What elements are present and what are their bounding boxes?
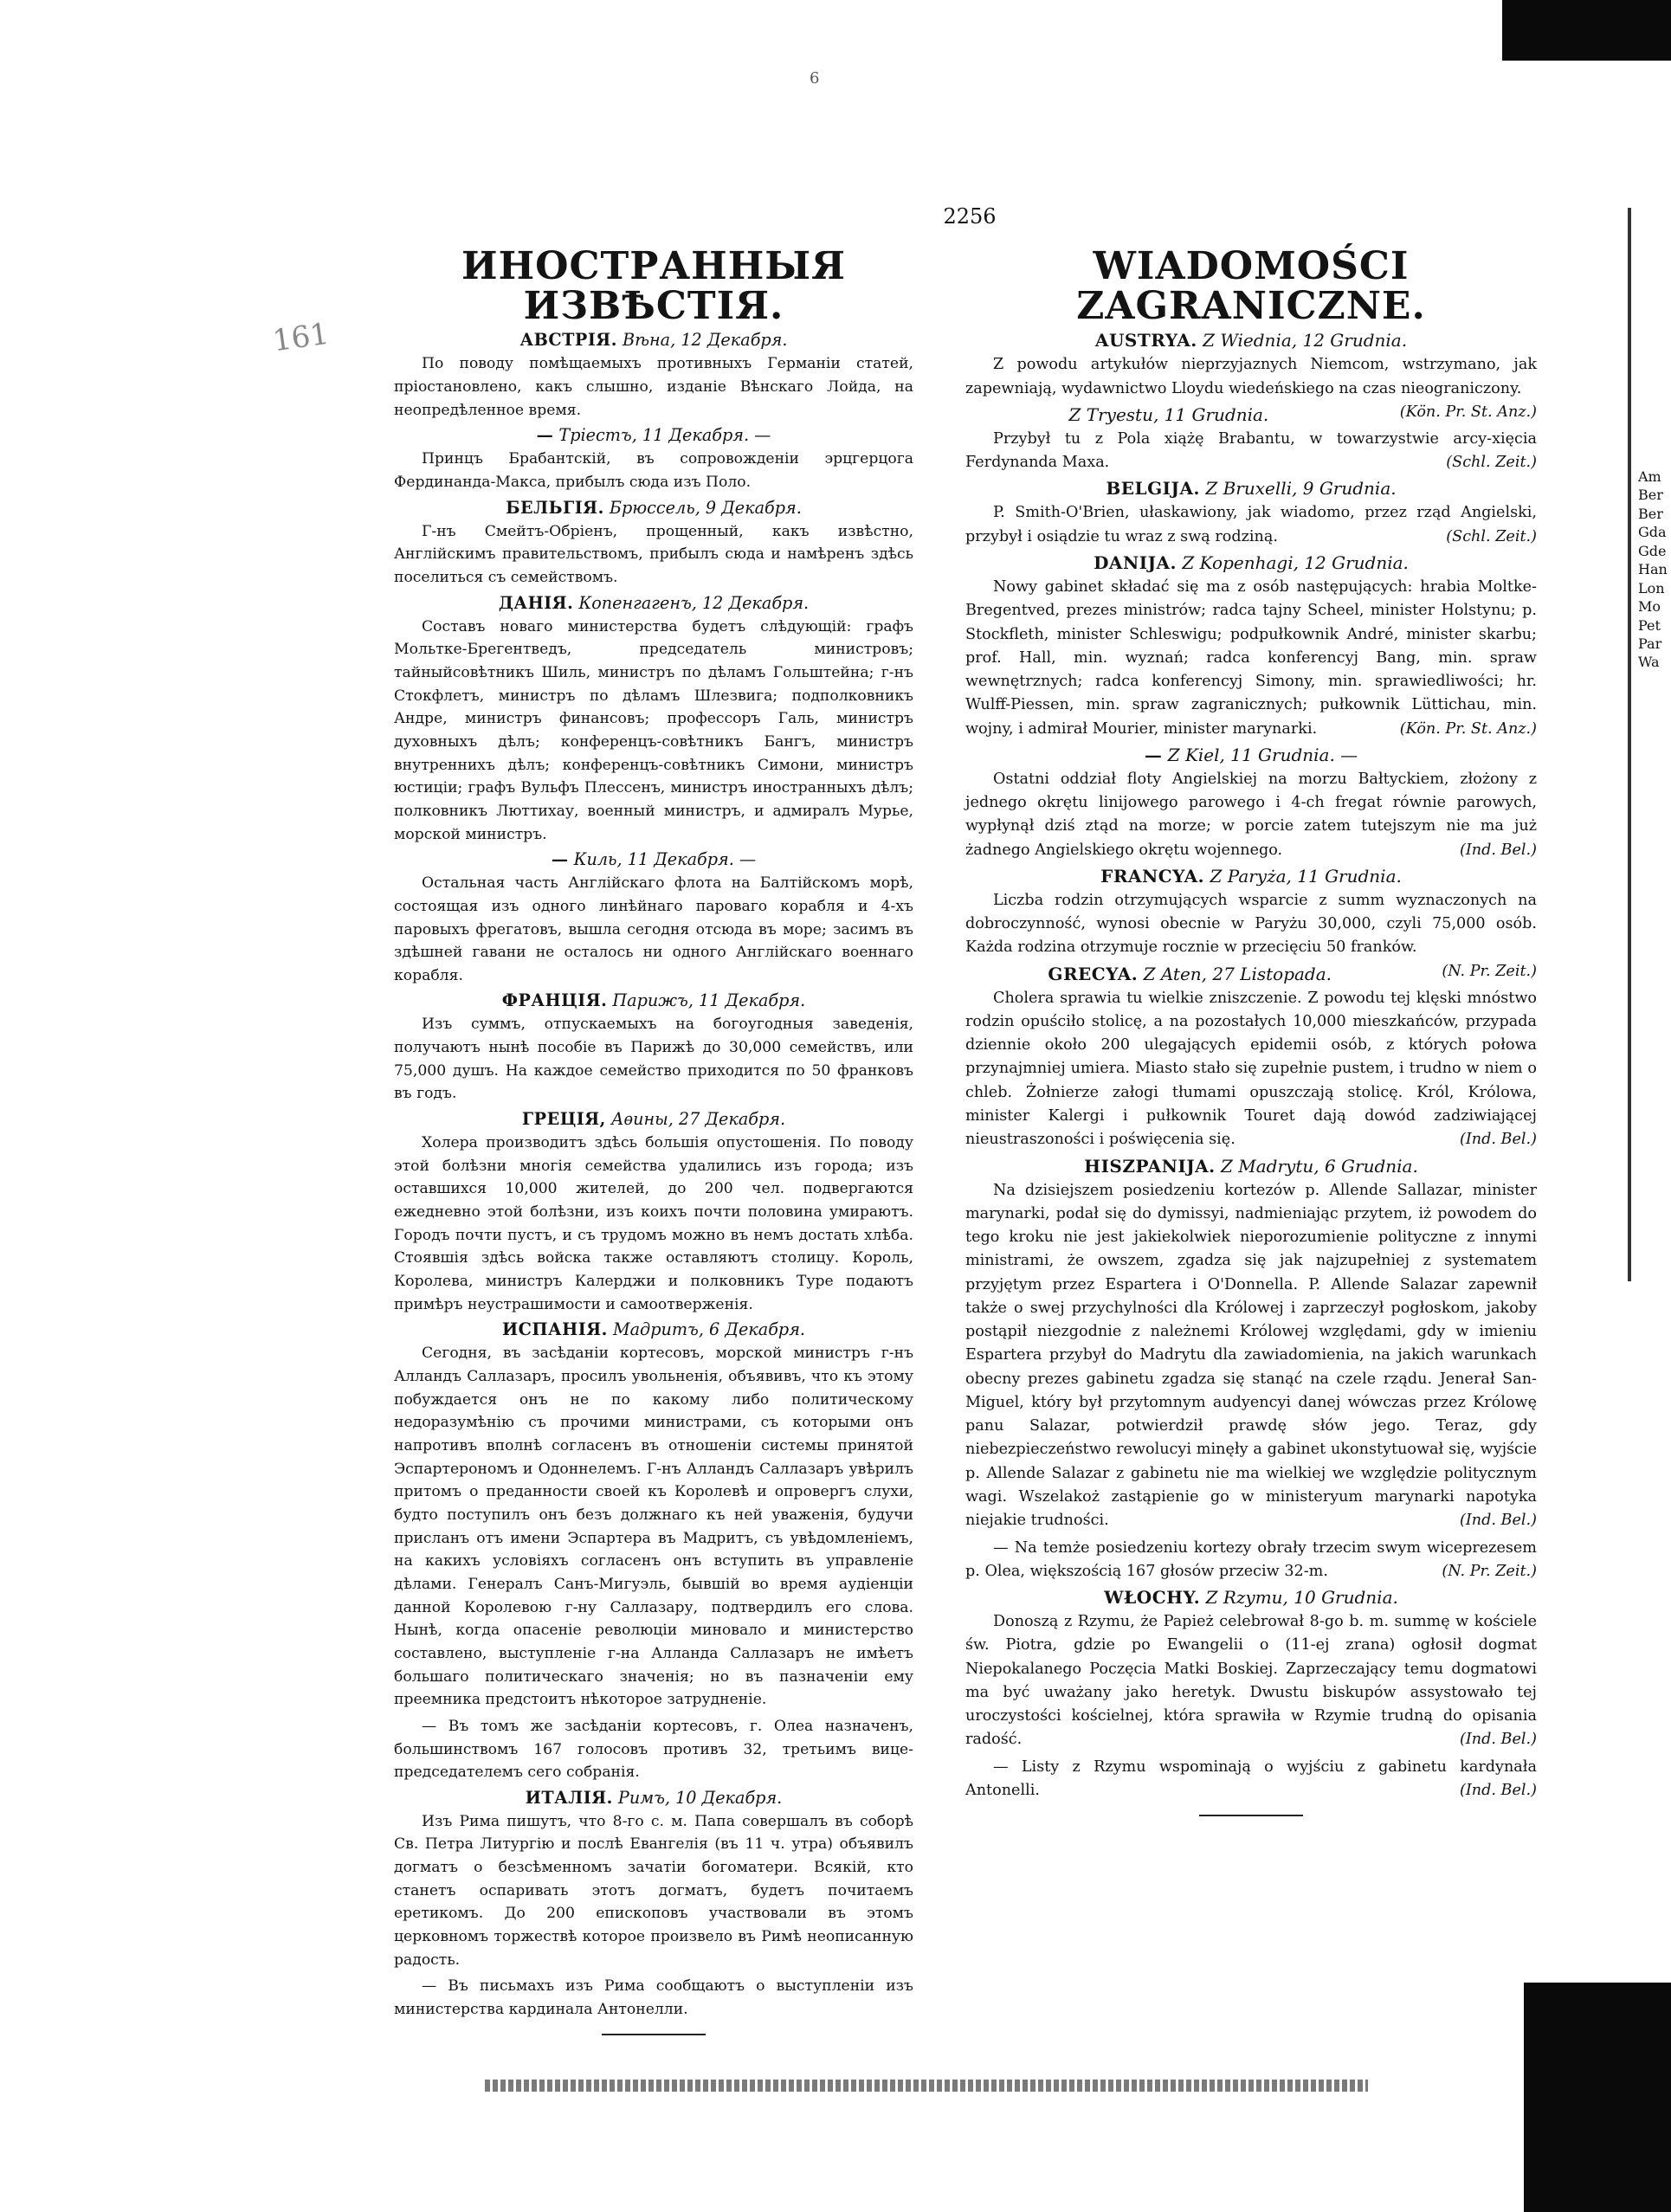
- news-text: [965, 768, 1537, 862]
- fragment-text: Gda: [1638, 524, 1667, 541]
- country-name: ГРЕЦІЯ,: [521, 1109, 606, 1130]
- dateline: Z Madrytu, 6 Grudnia.: [1221, 1155, 1418, 1177]
- news-item: [394, 849, 913, 987]
- country-name: HISZPANIJA.: [1084, 1155, 1216, 1177]
- news-heading: [965, 745, 1537, 766]
- dateline: Тріестъ, 11 Декабря. —: [558, 425, 771, 446]
- news-item: [394, 498, 913, 590]
- fragment-text: Pet: [1638, 616, 1661, 634]
- news-item: [394, 1788, 913, 1972]
- next-page-edge: [1628, 208, 1631, 1281]
- dateline: Киль, 11 Декабря. —: [573, 849, 757, 870]
- country-name: FRANCYA.: [1100, 865, 1205, 887]
- news-text: [394, 1013, 913, 1106]
- dateline: Z Rzymu, 10 Grudnia.: [1205, 1587, 1398, 1609]
- fragment-text: Par: [1638, 635, 1662, 652]
- news-text: [965, 1179, 1537, 1533]
- fragment-text: Wa: [1638, 654, 1660, 671]
- news-heading: [394, 990, 913, 1011]
- dateline: Z Aten, 27 Listopada.: [1143, 963, 1332, 984]
- news-source: (Ind. Bel.): [1459, 1731, 1537, 1749]
- fragment-text: Ber: [1638, 487, 1663, 504]
- country-name: —: [551, 849, 569, 870]
- news-text: [394, 1975, 913, 2021]
- country-name: ИТАЛІЯ.: [525, 1787, 613, 1808]
- news-item: [965, 1587, 1537, 1752]
- dateline: Z Tryestu, 11 Grudnia.: [1068, 403, 1269, 425]
- scan-border-top: [1502, 0, 1671, 61]
- news-heading: [965, 1156, 1537, 1177]
- country-name: BELGIJA.: [1106, 478, 1200, 500]
- news-heading: [394, 1319, 913, 1340]
- news-text: [394, 872, 913, 987]
- dateline: Z Kopenhagi, 12 Grudnia.: [1182, 551, 1409, 573]
- fragment-text: Han: [1638, 561, 1668, 578]
- news-text: [965, 1756, 1537, 1803]
- news-body: Z powodu artykułów nieprzyjaznych Niemcom, wstrzymano, jak zapewniają, wydawnictwo Lloydu wiedeńskiego na czas nieograniczony.: [965, 356, 1537, 397]
- news-body: Г-нъ Смейтъ-Обріенъ, прощенный, какъ извѣстно, Англійскимъ правительствомъ, прибылъ сюда и намѣренъ здѣсь поселиться съ семействомъ.: [394, 522, 913, 586]
- page-number: 2256: [943, 204, 997, 229]
- news-item: [965, 552, 1537, 741]
- news-heading: [394, 425, 913, 446]
- country-name: GRECYA.: [1048, 963, 1139, 984]
- news-item: [394, 330, 913, 422]
- country-name: ИСПАНІЯ.: [502, 1319, 608, 1340]
- country-name: ДАНІЯ.: [498, 592, 574, 613]
- fragment-text: Mo: [1638, 598, 1661, 616]
- dateline: Аѳины, 27 Декабря.: [610, 1109, 786, 1130]
- country-name: WŁOCHY.: [1104, 1587, 1201, 1609]
- news-text: [965, 428, 1537, 475]
- fragment-text: Am: [1638, 468, 1661, 485]
- country-name: —: [536, 425, 554, 446]
- news-source: (Schl. Zeit.): [1446, 527, 1537, 545]
- country-name: AUSTRYA.: [1094, 330, 1197, 351]
- news-body: Остальная часть Англійскаго флота на Балтійскомъ морѣ, состоящая изъ одного линѣйнаго пароваго корабля и 4-хъ паровыхъ фрегатовъ, вышла сегодня отсюда въ море; засимъ въ здѣшней гавани не осталось ни одного Англійскаго военнаго корабля.: [394, 874, 913, 984]
- news-text: [965, 1537, 1537, 1584]
- news-source: (Kön. Pr. St. Anz.): [1399, 403, 1537, 421]
- news-heading: [394, 593, 913, 614]
- fragment-text: Lon: [1638, 579, 1665, 597]
- news-source: (Ind. Bel.): [1459, 841, 1537, 859]
- margin-note: 161: [270, 316, 332, 359]
- news-source: (Schl. Zeit.): [1446, 454, 1537, 472]
- dateline: Z Kiel, 11 Grudnia. —: [1167, 744, 1358, 765]
- dateline: Z Bruxelli, 9 Grudnia.: [1205, 478, 1397, 500]
- news-text: [394, 352, 913, 422]
- country-name: АВСТРІЯ.: [519, 330, 617, 351]
- dateline: Z Paryża, 11 Grudnia.: [1210, 865, 1402, 887]
- news-source: (N. Pr. Zeit.): [1442, 1562, 1537, 1580]
- end-rule: [1199, 1815, 1303, 1816]
- news-item: [394, 1975, 913, 2021]
- news-item: [965, 1537, 1537, 1584]
- top-mark: 6: [810, 69, 820, 87]
- news-source: (Kön. Pr. St. Anz.): [1399, 719, 1537, 738]
- news-body: — Въ томъ же засѣданіи кортесовъ, г. Олеа назначенъ, большинствомъ 167 голосовъ противъ 32, третьимъ вице-председателемъ сего собранія.: [394, 1717, 913, 1782]
- news-body: Przybył tu z Pola xiążę Brabantu, w towarzystwie arcy-xięcia Ferdynanda Maxa.: [965, 429, 1537, 472]
- news-text: [394, 448, 913, 493]
- news-item: [965, 1156, 1537, 1533]
- news-source: (N. Pr. Zeit.): [1442, 962, 1537, 980]
- news-body: P. Smith-O'Brien, ułaskawiony, jak wiadomo, przez rząd Angielski, przybył i osiądzie tu wraz z swą rodziną.: [965, 504, 1537, 545]
- next-page-fragments: [1638, 468, 1671, 672]
- dateline: Z Wiednia, 12 Grudnia.: [1203, 330, 1408, 351]
- news-body: Составъ новаго министерства будетъ слѣдующій: графъ Мольтке-Брегентведъ, председатель министровъ; тайныйсовѣтникъ Шиль, министръ по дѣламъ Гольштейна; г-нъ Стокфлетъ, министръ по дѣламъ Шлезвига; подполковникъ Андре, министръ финансовъ; профессоръ Галь, министръ духовныхъ дѣлъ; конференцъ-совѣтникъ Бангъ, министръ внутреннихъ дѣлъ; конференцъ-совѣтникъ Симони, министръ юстиціи; графъ Вульфъ Плессенъ, министръ иностранныхъ дѣлъ; полковникъ Люттихау, военный министръ, и адмиралъ Мурье, морской министръ.: [394, 617, 913, 843]
- dateline: Вѣна, 12 Декабря.: [623, 330, 788, 351]
- country-name: ФРАНЦІЯ.: [501, 990, 608, 1011]
- fragment-text: Gde: [1638, 542, 1667, 559]
- news-item: [394, 1715, 913, 1784]
- news-item: [965, 964, 1537, 1152]
- dateline: Римъ, 10 Декабря.: [617, 1787, 783, 1808]
- news-heading: [965, 552, 1537, 574]
- news-item: [394, 1319, 913, 1712]
- news-body: Nowy gabinet składać się ma z osób następujących: hrabia Moltke-Bregentved, prezes ministrów; radca tajny Scheel, minister Holstynu; p. Stockfleth, minister Schleswigu; podpułkownik André, minister skarbu; prof. Hall, min. wyznań; radca konferencyj Bang, min. spraw wewnętrznych; radca konferencyj Simony, min. sprawiedliwości; hr. Wulff-Piessen, min. spraw zagranicznych; pułkownik Lüttichau, min. wojny, i admirał Mourier, minister marynarki.: [965, 577, 1537, 738]
- news-body: Na dzisiejszem posiedzeniu kortezów p. Allende Sallazar, minister marynarki, podał się do dymissyi, nadmieniając przytem, iż powodem do tego kroku nie jest jakiekolwiek nieporozumienie polityczne z innymi ministrami, że owszem, zgadza się jak najzupełniej z systematem przyjętym przez Espartera i O'Donnella. P. Allende Salazar zapewnił także o swej przychylności dla Królowej i zaprzeczył pogłoskom, jakoby postąpił niezgodnie z należnemi Królowej względami, gdy w imieniu Espartera przybył do Madrytu dla zawiadomienia, na jakich warunkach obecny prezes gabinetu zgadza się stanąć na czele rządu. Jenerał San-Miguel, który był przytomnym audyencyi danej wówczas przez Królowę panu Salazar, potwierdził prawdę słów jego. Teraz, gdy niebezpieczeństwo rewolucyi minęły a gabinet ukonstytuował się, wyjście p. Allende Salazar z gabinetu nie ma wielkiej we względzie politycznym wagi. Wszelakoż zastąpienie go w ministeryum marynarki napotyka niejakie trudności.: [965, 1181, 1537, 1530]
- news-body: Холера производитъ здѣсь большія опустошенія. По поводу этой болѣзни многія семейства удалились изъ города; изъ оставшихся 10,000 жителей, до 200 чел. подвергаются ежедневно этой болѣзни, изъ коихъ почти половина умираютъ. Городъ почти пустъ, и съ трудомъ можно въ немъ достать хлѣба. Стоявшія здѣсь войска также оставляютъ столицу. Король, Королева, министръ Калерджи и полковникъ Туре подаютъ примѣръ неустрашимости и самоотверженія.: [394, 1134, 913, 1313]
- scan-border-bottom: [1524, 1983, 1671, 2212]
- news-body: — Na temże posiedzeniu kortezy obrały trzecim swym wiceprezesem p. Olea, większością 167 głosów przeciw 32-m.: [965, 1538, 1537, 1580]
- news-text: [394, 1715, 913, 1784]
- news-body: — Въ письмахъ изъ Рима сообщаютъ о выступленіи изъ министерства кардинала Антонелли.: [394, 1977, 913, 2019]
- news-body: Принцъ Брабантскій, въ сопровожденіи эрцгерцога Фердинанда-Макса, прибылъ сюда изъ Поло.: [394, 450, 913, 491]
- news-source: (Ind. Bel.): [1459, 1512, 1537, 1530]
- news-heading: [965, 330, 1537, 351]
- news-heading: [394, 498, 913, 519]
- news-text: [965, 576, 1537, 741]
- news-heading: [394, 330, 913, 351]
- news-item: [965, 1756, 1537, 1803]
- country-name: DANIJA.: [1094, 551, 1177, 573]
- news-body: Сегодня, въ засѣданіи кортесовъ, морской министръ г-нъ Алландъ Саллазаръ, просилъ увольненія, объявивъ, что къ этому побуждается онъ не по какому либо политическому недоразумѣнію съ прочими министрами, съ которыми онъ напротивъ вполнѣ согласенъ въ отношеніи системы принятой Эспартерономъ и Одоннелемъ. Г-нъ Алландъ Саллазаръ увѣрилъ притомъ о преданности своей къ Королевѣ и опровергъ слухи, будто поступилъ онъ безъ должнаго къ ней уваженія, будучи присланъ отъ имени Эспартера въ Мадритъ, съ увѣдомленіемъ, на какихъ условіяхъ согласенъ онъ вступить въ управленіе дѣлами. Генералъ Санъ-Мигуэль, бывшій во время аудіенціи данной Королевою г-ну Саллазару, подтвердилъ его слова. Нынѣ, когда опасеніе революціи миновало и министерство составлено, выступленіе г-на Алланда Саллазаръ не имѣетъ большаго политическаго значенія; но въ пазначеніи ему преемника предстоитъ нѣкоторое затрудненіе.: [394, 1345, 913, 1709]
- news-body: — Listy z Rzymu wspominają o wyjściu z gabinetu kardynała Antonelli.: [965, 1757, 1537, 1799]
- news-text: [394, 616, 913, 847]
- country-name: БЕЛЬГІЯ.: [506, 497, 604, 518]
- dateline: Брюссель, 9 Декабря.: [609, 497, 802, 518]
- end-rule: [602, 2034, 706, 2035]
- news-source: (Ind. Bel.): [1459, 1131, 1537, 1149]
- news-item: [394, 1109, 913, 1316]
- news-text: [965, 987, 1537, 1152]
- news-body: Liczba rodzin otrzymujących wsparcie z summ wyznaczonych na dobroczynność, wynosi obecnie w Paryżu 30,000, czyli 75,000 osób. Każda rodzina otrzymuje rocznie w przecięciu 50 franków.: [965, 891, 1537, 957]
- news-heading: [394, 1109, 913, 1130]
- news-body: По поводу помѣщаемыхъ противныхъ Германіи статей, пріостановлено, какъ слышно, изданіе Вѣнскаго Лойда, на неопредѣленное время.: [394, 355, 913, 419]
- news-item: [394, 593, 913, 847]
- russian-column: [394, 244, 913, 2041]
- fragment-text: Ber: [1638, 505, 1663, 522]
- news-item: [394, 425, 913, 493]
- news-item: [965, 478, 1537, 549]
- country-name: —: [1144, 744, 1163, 765]
- news-text: [394, 1810, 913, 1972]
- news-body: Ostatni oddział floty Angielskiej na morzu Bałtyckiem, złożony z jednego okrętu linijowego parowego i 4-ch fregat równie parowych, wypłynął dziś ztąd na morze; w porcie zatem tutejszym nie ma już żadnego Angielskiego okrętu wojennego.: [965, 770, 1537, 859]
- news-text: [394, 520, 913, 590]
- news-item: [965, 745, 1537, 862]
- polish-column: [965, 244, 1537, 1822]
- print-smudge: [485, 2080, 1368, 2092]
- dateline: Парижъ, 11 Декабря.: [612, 990, 806, 1011]
- news-heading: [965, 866, 1537, 887]
- news-text: [965, 501, 1537, 549]
- news-text: [394, 1132, 913, 1316]
- news-heading: [394, 1788, 913, 1809]
- dateline: Копенгагенъ, 12 Декабря.: [578, 592, 810, 613]
- news-heading: [394, 849, 913, 870]
- news-heading: [965, 1587, 1537, 1609]
- column-title: ИНОСТРАННЫЯ ИЗВѢСТІЯ.: [461, 244, 846, 329]
- news-text: [965, 1610, 1537, 1752]
- news-item: [394, 990, 913, 1106]
- column-title: WIADOMOŚCI ZAGRANICZNE.: [1076, 244, 1426, 329]
- news-body: Изъ Рима пишутъ, что 8-го с. м. Папа совершалъ въ соборѣ Св. Петра Литургію и послѣ Евангелія (въ 11 ч. утра) объявилъ догматъ о безсѣменномъ зачатіи богоматери. Всякій, кто станетъ оспаривать этотъ догматъ, будетъ почитаемъ еретикомъ. До 200 епископовъ участвовали въ этомъ церковномъ торжествѣ которое произвело въ Римѣ неописанную радость.: [394, 1812, 913, 1969]
- news-source: (Ind. Bel.): [1459, 1781, 1537, 1799]
- news-heading: [965, 478, 1537, 500]
- news-body: Изъ суммъ, отпускаемыхъ на богоугодныя заведенія, получаютъ нынѣ пособіе въ Парижѣ до 30,000 семействъ, или 75,000 душъ. На каждое семейство приходится по 50 франковъ въ годъ.: [394, 1016, 913, 1103]
- news-text: [394, 1342, 913, 1712]
- news-body: Donoszą z Rzymu, że Papież celebrował 8-go b. m. summę w kościele św. Piotra, gdzie po Ewangelii o (11-ej zrana) ogłosił dogmat Niepokalanego Poczęcia Matki Boskiej. Zaprzeczający temu dogmatowi ma być uważany jako heretyk. Dwustu biskupów assystowało tej uroczystości kościelnej, która sprawiła w Rzymie trudną do opisania radość.: [965, 1613, 1537, 1749]
- news-body: Cholera sprawia tu wielkie zniszczenie. Z powodu tej klęski mnóstwo rodzin opuściło stolicę, a na pozostałych 10,000 mieszkańców, przypada dziennie około 200 ulegających epidemii osób, z których połowa przynajmniej umiera. Miasto stało się zupełnie pustem, i trudno w niem o chleb. Żołnierze załogi tłumami opuszczają stolicę. Król, Królowa, minister Kalergi i pułkownik Touret dają dowód zadziwiającej nieustraszoności i poświęcenia się.: [965, 989, 1537, 1149]
- dateline: Мадритъ, 6 Декабря.: [612, 1319, 805, 1340]
